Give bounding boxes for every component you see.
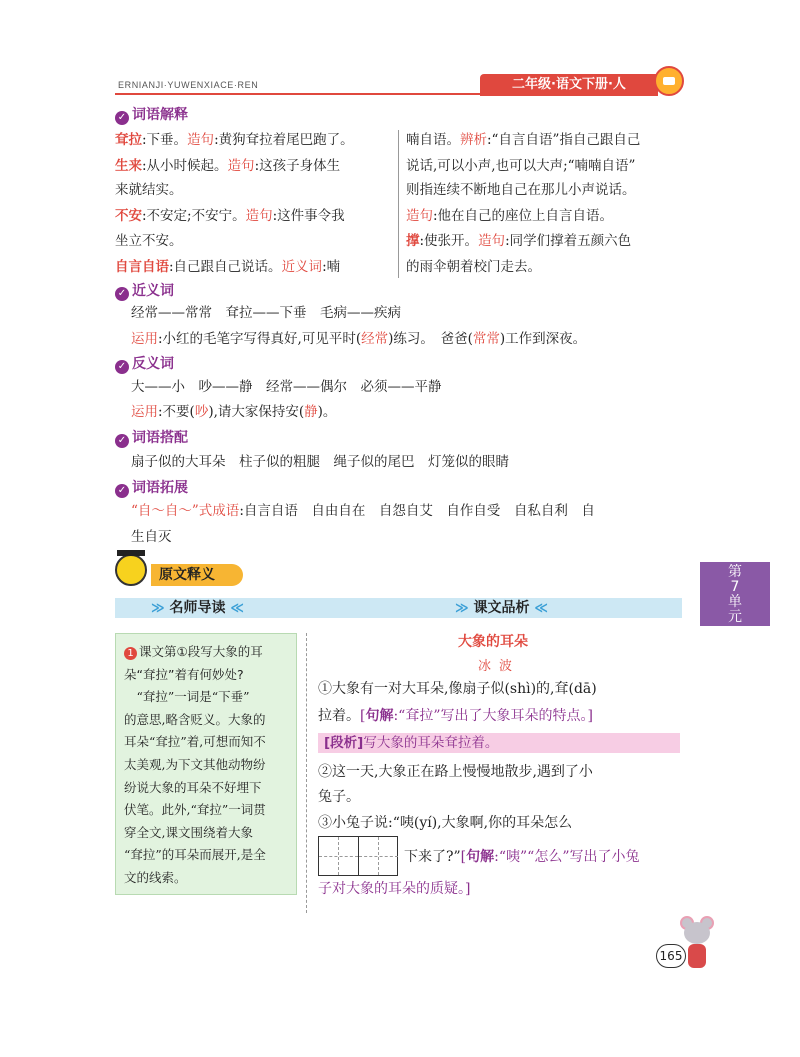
ciyu-right-3: 则指连续不断地自己在那儿小声说话。: [406, 182, 636, 198]
guide-answer-6: 伏笔。此外,“耷拉”一词贯: [124, 802, 266, 818]
guide-answer-7: 穿全文,课文围绕着大象: [124, 824, 253, 840]
dashed-divider: [306, 633, 307, 913]
ciyu-line-5: 坐立不安。: [115, 233, 183, 249]
story-title: 大象的耳朵: [458, 634, 528, 650]
bar-left-label: ≫ 名师导读 ≪: [151, 600, 244, 616]
story-p2-line-2: 兔子。: [318, 789, 360, 805]
section-fanyi: ✓ 反义词: [115, 355, 174, 373]
ciyu-line-3: 来就结实。: [115, 182, 183, 198]
guide-question-1: 1 课文第①段写大象的耳: [124, 641, 288, 664]
ciyu-line-4: 不安:不安定;不安宁。造句:这件事令我: [115, 208, 345, 224]
ciyu-right-4: 造句:他在自己的座位上自言自语。: [406, 208, 614, 224]
guide-answer-3: 耳朵“耷拉”着,可想而知不: [124, 734, 266, 750]
guide-answer-2: 的意思,略含贬义。大象的: [124, 711, 266, 727]
graduation-cap-icon: [117, 550, 145, 556]
ciyu-line-1: 耷拉:下垂。造句:黄狗耷拉着尾巴跑了。: [115, 132, 354, 148]
bar-right-label: ≫ 课文品析 ≪: [455, 600, 548, 616]
section-jinyi: ✓ 近义词: [115, 282, 174, 300]
tuozhan-line-2: 生自灭: [131, 529, 172, 545]
ciyu-line-2: 生来:从小时候起。造句:这孩子身体生: [115, 158, 341, 174]
story-author: 冰波: [478, 659, 521, 674]
check-icon: ✓: [115, 484, 129, 498]
jinyi-usage: 运用:小红的毛笔字写得真好,可见平时(经常)练习。 爸爸(常常)工作到深夜。: [131, 331, 587, 347]
book-badge-icon: [654, 66, 684, 96]
ciyu-right-1: 喃自语。辨析:“自言自语”指自己跟自己: [406, 132, 641, 148]
story-p3-line-2: 下来了?”[句解:“咦”“怎么”写出了小兔: [404, 849, 640, 865]
duanxi-bar: [段析]写大象的耳朵耷拉着。: [318, 733, 680, 753]
check-icon: ✓: [115, 111, 129, 125]
jinyi-pairs: 经常——常常 耷拉——下垂 毛病——疾病: [131, 305, 401, 321]
story-p3-line-3: 子对大象的耳朵的质疑。]: [318, 881, 471, 897]
unit-side-tab: 第 7 单 元: [700, 562, 770, 626]
tuozhan-line-1: “自～自～”式成语:自言自语 自由自在 自怨自艾 自作自受 自私自利 自: [131, 503, 595, 519]
ciyu-right-5: 撑:使张开。造句:同学们撑着五颜六色: [406, 233, 632, 249]
story-p1-line-1: ①大象有一对大耳朵,像扇子似(shì)的,耷(dā): [318, 681, 597, 697]
story-p1-line-2: 拉着。[句解:“耷拉”写出了大象耳朵的特点。]: [318, 708, 593, 724]
fanyi-usage: 运用:不要(吵),请大家保持安(静)。: [131, 404, 337, 420]
fanyi-pairs: 大——小 吵——静 经常——偶尔 必须——平静: [131, 379, 442, 395]
dapei-items: 扇子似的大耳朵 柱子似的粗腿 绳子似的尾巴 灯笼似的眼睛: [131, 454, 509, 470]
teacher-guide-box: [115, 633, 297, 895]
guide-question-2: 朵“耷拉”着有何妙处?: [124, 666, 244, 682]
guide-answer-9: 文的线索。: [124, 869, 187, 885]
header-code: ERNIANJI·YUWENXIACE·REN: [118, 80, 259, 90]
mouse-mascot-icon: [680, 916, 714, 974]
yuanwen-title: 原文释义: [151, 564, 243, 586]
check-icon: ✓: [115, 434, 129, 448]
guide-answer-4: 太美观,为下文其他动物纷: [124, 756, 266, 772]
yuanwen-header: [115, 550, 255, 590]
story-p3-line-1: ③小兔子说:“咦(yí),大象啊,你的耳朵怎么: [318, 815, 573, 831]
ciyu-right-2: 说话,可以小声,也可以大声;“喃喃自语”: [406, 158, 636, 174]
section-ciyu-jieshi: ✓ 词语解释: [115, 106, 188, 124]
column-divider: [398, 130, 399, 278]
story-p2-line-1: ②这一天,大象正在路上慢慢地散步,遇到了小: [318, 764, 593, 780]
guide-bar: [115, 598, 682, 618]
section-dapei: ✓ 词语搭配: [115, 429, 188, 447]
writing-grid[interactable]: [318, 836, 398, 876]
check-icon: ✓: [115, 287, 129, 301]
guide-answer-8: “耷拉”的耳朵而展开,是全: [124, 847, 266, 863]
ciyu-line-6: 自言自语:自己跟自己说话。近义词:喃: [115, 259, 341, 275]
page-number: 165: [656, 944, 686, 968]
section-tuozhan: ✓ 词语拓展: [115, 479, 188, 497]
guide-answer-5: 纷说大象的耳朵不好埋下: [124, 779, 262, 795]
ciyu-right-6: 的雨伞朝着校门走去。: [406, 259, 541, 275]
check-icon: ✓: [115, 360, 129, 374]
guide-answer-1: “耷拉”一词是“下垂”: [124, 689, 250, 705]
header-tab: 二年级·语文下册·人: [480, 74, 658, 96]
mascot-icon: [115, 554, 147, 586]
